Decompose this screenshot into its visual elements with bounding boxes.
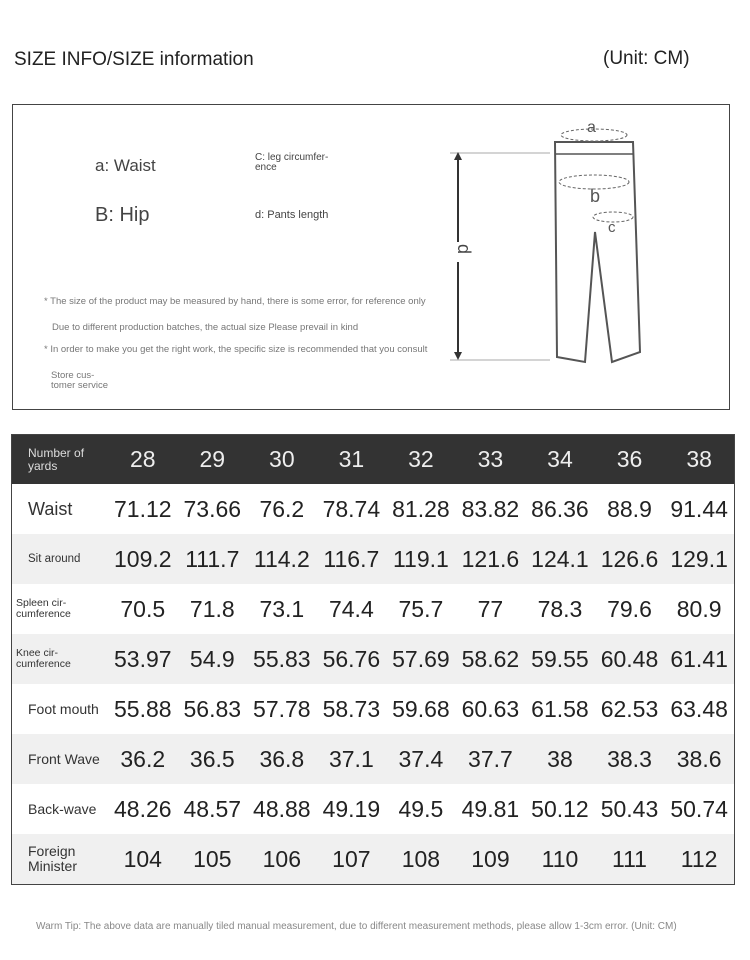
table-row — [12, 734, 735, 784]
table-cell: 91.44 — [670, 495, 728, 522]
table-cell: 76.2 — [259, 495, 305, 522]
row-label: Foreign Minister — [12, 834, 109, 885]
table-row — [12, 834, 735, 885]
table-cell: 104 — [108, 834, 178, 885]
size-header: 31 — [317, 435, 387, 485]
table-row — [12, 684, 735, 734]
row-label: Foot mouth — [28, 700, 99, 717]
table-cell: 71.12 — [113, 495, 172, 522]
table-cell: 58.62 — [456, 634, 526, 684]
warm-tip: Warm Tip: The above data are manually tiled manual measurement, due to different measurement methods, please allow 1-3cm error. (Unit: CM) — [36, 921, 677, 932]
table-cell: 53.97 — [108, 634, 178, 684]
pants-diagram — [440, 112, 670, 372]
table-cell: 109 — [456, 834, 526, 885]
table-cell: 36.8 — [247, 734, 317, 784]
table-cell: 81.28 — [392, 495, 450, 522]
table-row — [12, 484, 735, 534]
size-header: 33 — [456, 435, 526, 485]
table-cell: 112 — [664, 834, 734, 885]
row-label: Back-wave — [28, 800, 97, 817]
table-cell: 111.7 — [178, 534, 248, 584]
table-cell: 129.1 — [664, 534, 734, 584]
size-header: 34 — [525, 435, 595, 485]
table-cell: 59.55 — [525, 634, 595, 684]
table-cell: 80.9 — [676, 595, 722, 622]
table-cell: 124.1 — [525, 534, 595, 584]
legend-waist: a: Waist — [95, 156, 156, 175]
unit-label: (Unit: CM) — [603, 48, 690, 69]
row-label: Knee cir-cumference — [12, 634, 109, 684]
table-cell: 79.6 — [607, 595, 652, 622]
table-cell: 48.57 — [183, 795, 242, 822]
table-cell: 38 — [525, 734, 595, 784]
note-1: * The size of the product may be measured by hand, there is some error, for reference only — [44, 296, 426, 307]
diagram-letter-c: c — [608, 219, 616, 236]
table-cell: 49.81 — [461, 795, 520, 822]
table-cell: 36.5 — [178, 734, 248, 784]
table-cell: 37.7 — [456, 734, 526, 784]
size-header: 30 — [247, 435, 317, 485]
table-cell: 73.66 — [183, 495, 242, 522]
table-cell: 75.7 — [398, 595, 444, 622]
table-cell: 78.74 — [322, 495, 381, 522]
table-cell: 86.36 — [531, 495, 589, 522]
table-cell: 111 — [595, 834, 665, 885]
table-cell: 109.2 — [108, 534, 178, 584]
table-cell: 56.76 — [317, 634, 387, 684]
table-cell: 60.63 — [461, 695, 520, 722]
table-cell: 38.3 — [595, 734, 665, 784]
table-cell: 50.43 — [600, 795, 659, 822]
table-cell: 62.53 — [600, 695, 659, 722]
table-cell: 57.69 — [386, 634, 456, 684]
table-cell: 88.9 — [607, 495, 652, 522]
table-cell: 56.83 — [183, 695, 242, 722]
table-cell: 61.58 — [531, 695, 589, 722]
table-row — [12, 784, 735, 834]
table-header-row — [12, 435, 735, 485]
table-cell: 37.1 — [317, 734, 387, 784]
table-cell: 106 — [247, 834, 317, 885]
legend-leg: C: leg circumfer- ence — [255, 152, 329, 173]
note-3: * In order to make you get the right work, the specific size is recommended that you consult — [44, 344, 428, 355]
table-cell: 74.4 — [328, 595, 374, 622]
legend-hip: B: Hip — [95, 204, 150, 226]
row-label: Waist — [28, 498, 73, 519]
table-cell: 58.73 — [322, 695, 381, 722]
row-label: Spleen cir-cumference — [16, 596, 71, 620]
table-cell: 36.2 — [108, 734, 178, 784]
table-row — [12, 584, 735, 634]
table-cell: 107 — [317, 834, 387, 885]
table-cell: 59.68 — [392, 695, 450, 722]
table-cell: 70.5 — [120, 595, 166, 622]
table-cell: 110 — [525, 834, 595, 885]
table-cell: 71.8 — [189, 595, 235, 622]
table-cell: 48.26 — [113, 795, 172, 822]
page-title: SIZE INFO/SIZE information — [14, 49, 254, 70]
table-cell: 49.5 — [398, 795, 444, 822]
table-cell: 119.1 — [386, 534, 456, 584]
table-cell: 78.3 — [537, 595, 583, 622]
table-cell: 73.1 — [259, 595, 305, 622]
table-cell: 126.6 — [595, 534, 665, 584]
size-header: 29 — [178, 435, 248, 485]
size-header: 38 — [664, 435, 734, 485]
legend-length: d: Pants length — [255, 209, 329, 221]
table-cell: 63.48 — [670, 695, 728, 722]
table-cell: 55.88 — [113, 695, 172, 722]
diagram-letter-d: d — [454, 244, 474, 255]
table-cell: 105 — [178, 834, 248, 885]
table-cell: 116.7 — [317, 534, 387, 584]
table-cell: 114.2 — [247, 534, 317, 584]
table-cell: 60.48 — [595, 634, 665, 684]
table-cell: 38.6 — [664, 734, 734, 784]
table-cell: 54.9 — [178, 634, 248, 684]
table-cell: 50.74 — [670, 795, 728, 822]
header-label: Number of yards — [12, 435, 109, 485]
size-header: 28 — [108, 435, 178, 485]
row-label: Front Wave — [12, 734, 109, 784]
note-4: Store cus- tomer service — [51, 370, 109, 391]
table-cell: 77 — [477, 595, 504, 622]
table-cell: 57.78 — [253, 695, 311, 722]
note-2: Due to different production batches, the actual size Please prevail in kind — [52, 322, 359, 333]
diagram-letter-a: a — [587, 119, 596, 136]
size-header: 36 — [595, 435, 665, 485]
table-cell: 37.4 — [386, 734, 456, 784]
diagram-letter-b: b — [590, 186, 601, 206]
size-header: 32 — [386, 435, 456, 485]
table-cell: 48.88 — [253, 795, 311, 822]
table-cell: 83.82 — [461, 495, 520, 522]
table-cell: 55.83 — [247, 634, 317, 684]
table-cell: 108 — [386, 834, 456, 885]
row-label: Sit around — [12, 534, 109, 584]
table-cell: 61.41 — [664, 634, 734, 684]
size-table — [11, 434, 735, 885]
table-cell: 49.19 — [322, 795, 381, 822]
table-cell: 50.12 — [531, 795, 589, 822]
table-row — [12, 634, 735, 684]
table-row — [12, 534, 735, 584]
table-cell: 121.6 — [456, 534, 526, 584]
